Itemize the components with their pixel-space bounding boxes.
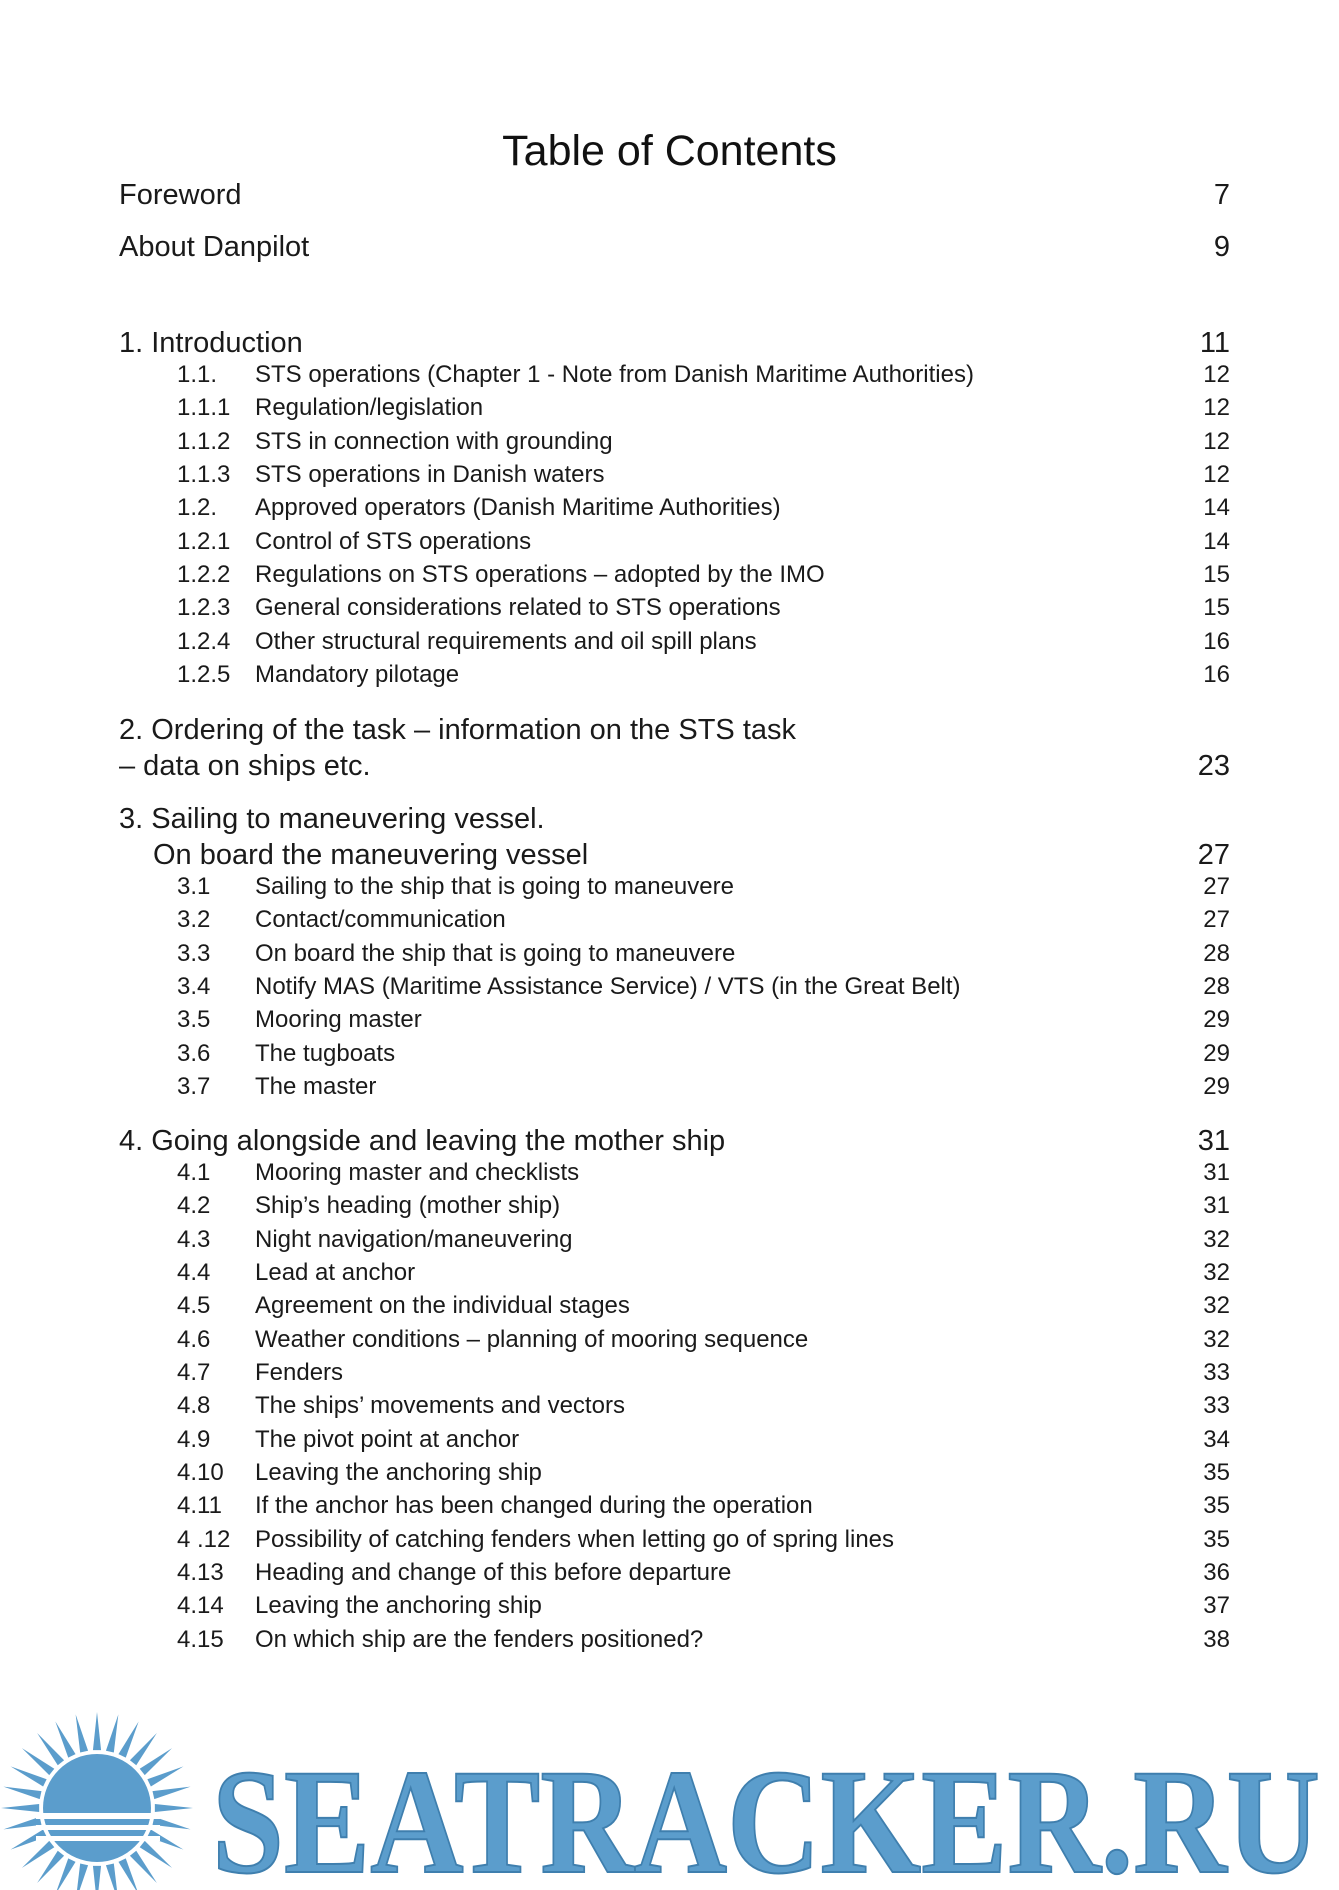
item-number: 1.2.1	[177, 528, 231, 555]
item-label: Night navigation/maneuvering	[255, 1226, 573, 1253]
item-label: Heading and change of this before departure	[255, 1559, 732, 1586]
item-page: 12	[1203, 461, 1230, 488]
item-number: 1.2.2	[177, 561, 231, 588]
item-label: The pivot point at anchor	[255, 1426, 520, 1453]
page-title: Table of Contents	[502, 127, 837, 175]
item-number: 4.15	[177, 1626, 224, 1653]
item-number: 4 .12	[177, 1526, 231, 1553]
item-page: 27	[1203, 906, 1230, 933]
watermark	[0, 1700, 1339, 1890]
item-label: If the anchor has been changed during the operation	[255, 1492, 813, 1519]
sun-ray	[55, 1722, 75, 1758]
item-number: 1.1.1	[177, 394, 231, 421]
item-number: 1.2.3	[177, 594, 231, 621]
toc-entry-label: Foreword	[119, 179, 242, 211]
sun-ray	[11, 1766, 47, 1786]
chapter-page: 23	[1197, 750, 1230, 782]
item-label: Control of STS operations	[255, 528, 532, 555]
chapter-title-cont: On board the maneuvering vessel	[153, 839, 589, 871]
item-page: 14	[1203, 494, 1230, 521]
sun-ray	[55, 1858, 75, 1890]
item-label: Ship’s heading (mother ship)	[255, 1192, 561, 1219]
item-number: 4.2	[177, 1192, 211, 1219]
item-number: 3.1	[177, 873, 211, 900]
item-label: Sailing to the ship that is going to maneuvere	[255, 873, 734, 900]
item-page: 37	[1203, 1592, 1230, 1619]
item-label: On board the ship that is going to maneuvere	[255, 940, 736, 967]
item-page: 14	[1203, 528, 1230, 555]
sun-ray	[76, 1864, 88, 1890]
item-label: Mooring master and checklists	[255, 1159, 580, 1186]
item-number: 1.2.	[177, 494, 218, 521]
item-page: 34	[1203, 1426, 1230, 1453]
item-number: 3.6	[177, 1040, 211, 1067]
item-label: STS in connection with grounding	[255, 428, 613, 455]
item-number: 4.4	[177, 1259, 211, 1286]
item-label: Regulations on STS operations – adopted by the IMO	[255, 561, 825, 588]
sun-ray	[118, 1858, 138, 1890]
item-label: Mandatory pilotage	[255, 661, 460, 688]
chapter-title: 4. Going alongside and leaving the mother ship	[119, 1125, 726, 1157]
item-label: The tugboats	[255, 1040, 396, 1067]
item-page: 35	[1203, 1492, 1230, 1519]
item-label: Leaving the anchoring ship	[255, 1592, 542, 1619]
item-number: 3.4	[177, 973, 211, 1000]
item-label: On which ship are the fenders positioned?	[255, 1626, 704, 1653]
sun-ray	[3, 1817, 41, 1829]
item-number: 4.13	[177, 1559, 224, 1586]
item-page: 29	[1203, 1006, 1230, 1033]
chapter-page: 11	[1199, 327, 1230, 359]
item-label: Agreement on the individual stages	[255, 1292, 630, 1319]
item-page: 33	[1203, 1359, 1230, 1386]
chapter-title: 3. Sailing to maneuvering vessel.	[119, 803, 545, 835]
sun-ray	[106, 1714, 118, 1752]
sun-ray	[93, 1866, 101, 1890]
item-number: 4.8	[177, 1392, 211, 1419]
chapter-title-cont: – data on ships etc.	[119, 750, 371, 782]
chapter-page: 31	[1197, 1125, 1230, 1157]
item-label: General considerations related to STS operations	[255, 594, 781, 621]
sun-ray	[3, 1787, 41, 1799]
item-number: 1.1.2	[177, 428, 231, 455]
item-page: 31	[1203, 1159, 1230, 1186]
sun-logo-icon	[1, 1712, 193, 1890]
chapter-title: 1. Introduction	[119, 327, 303, 359]
item-label: Notify MAS (Maritime Assistance Service) / VTS (in the Great Belt)	[255, 973, 961, 1000]
item-label: STS operations in Danish waters	[255, 461, 605, 488]
sun-ray	[147, 1766, 183, 1786]
item-label: Other structural requirements and oil spill plans	[255, 628, 757, 655]
sun-ray	[93, 1712, 101, 1750]
chapter-page: 27	[1197, 839, 1230, 871]
item-label: STS operations (Chapter 1 - Note from Danish Maritime Authorities)	[255, 361, 974, 388]
toc-entry-label: About Danpilot	[119, 231, 310, 263]
item-page: 28	[1203, 973, 1230, 1000]
item-number: 3.7	[177, 1073, 211, 1100]
sun-ray	[1, 1804, 39, 1812]
item-label: Weather conditions – planning of mooring sequence	[255, 1326, 809, 1353]
item-page: 12	[1203, 428, 1230, 455]
item-page: 29	[1203, 1040, 1230, 1067]
item-page: 32	[1203, 1292, 1230, 1319]
item-page: 33	[1203, 1392, 1230, 1419]
item-number: 4.7	[177, 1359, 211, 1386]
item-page: 29	[1203, 1073, 1230, 1100]
item-number: 4.10	[177, 1459, 224, 1486]
item-page: 28	[1203, 940, 1230, 967]
item-page: 12	[1203, 361, 1230, 388]
sun-ray	[153, 1787, 191, 1799]
item-number: 4.5	[177, 1292, 211, 1319]
item-page: 38	[1203, 1626, 1230, 1653]
item-number: 1.1.	[177, 361, 218, 388]
sun-ray	[106, 1864, 118, 1890]
item-page: 31	[1203, 1192, 1230, 1219]
item-label: The master	[255, 1073, 377, 1100]
item-number: 4.3	[177, 1226, 211, 1253]
item-page: 16	[1203, 661, 1230, 688]
item-number: 4.11	[177, 1492, 222, 1519]
item-number: 1.1.3	[177, 461, 231, 488]
item-page: 16	[1203, 628, 1230, 655]
toc-entry-page: 7	[1213, 179, 1230, 211]
item-page: 32	[1203, 1326, 1230, 1353]
item-number: 1.2.5	[177, 661, 231, 688]
sun-ray	[155, 1804, 193, 1812]
item-page: 35	[1203, 1526, 1230, 1553]
item-label: Approved operators (Danish Maritime Authorities)	[255, 494, 781, 521]
item-page: 27	[1203, 873, 1230, 900]
item-page: 32	[1203, 1226, 1230, 1253]
item-label: The ships’ movements and vectors	[255, 1392, 625, 1419]
item-number: 3.3	[177, 940, 211, 967]
watermark-text: SEATRACKER.RU	[212, 1739, 1320, 1890]
item-page: 35	[1203, 1459, 1230, 1486]
item-label: Possibility of catching fenders when letting go of spring lines	[255, 1526, 895, 1553]
item-label: Mooring master	[255, 1006, 422, 1033]
toc-entry-page: 9	[1213, 231, 1230, 263]
item-number: 3.2	[177, 906, 211, 933]
item-page: 12	[1203, 394, 1230, 421]
item-number: 4.1	[177, 1159, 211, 1186]
item-number: 4.14	[177, 1592, 224, 1619]
chapter-title: 2. Ordering of the task – information on the STS task	[119, 714, 797, 746]
item-label: Regulation/legislation	[255, 394, 484, 421]
item-number: 3.5	[177, 1006, 211, 1033]
item-page: 32	[1203, 1259, 1230, 1286]
item-page: 15	[1203, 561, 1230, 588]
sun-ray	[118, 1722, 138, 1758]
item-number: 4.9	[177, 1426, 211, 1453]
item-label: Lead at anchor	[255, 1259, 416, 1286]
item-page: 15	[1203, 594, 1230, 621]
item-label: Fenders	[255, 1359, 344, 1386]
sun-ray	[76, 1714, 88, 1752]
item-label: Contact/communication	[255, 906, 506, 933]
item-number: 4.6	[177, 1326, 211, 1353]
item-page: 36	[1203, 1559, 1230, 1586]
item-label: Leaving the anchoring ship	[255, 1459, 542, 1486]
item-number: 1.2.4	[177, 628, 231, 655]
